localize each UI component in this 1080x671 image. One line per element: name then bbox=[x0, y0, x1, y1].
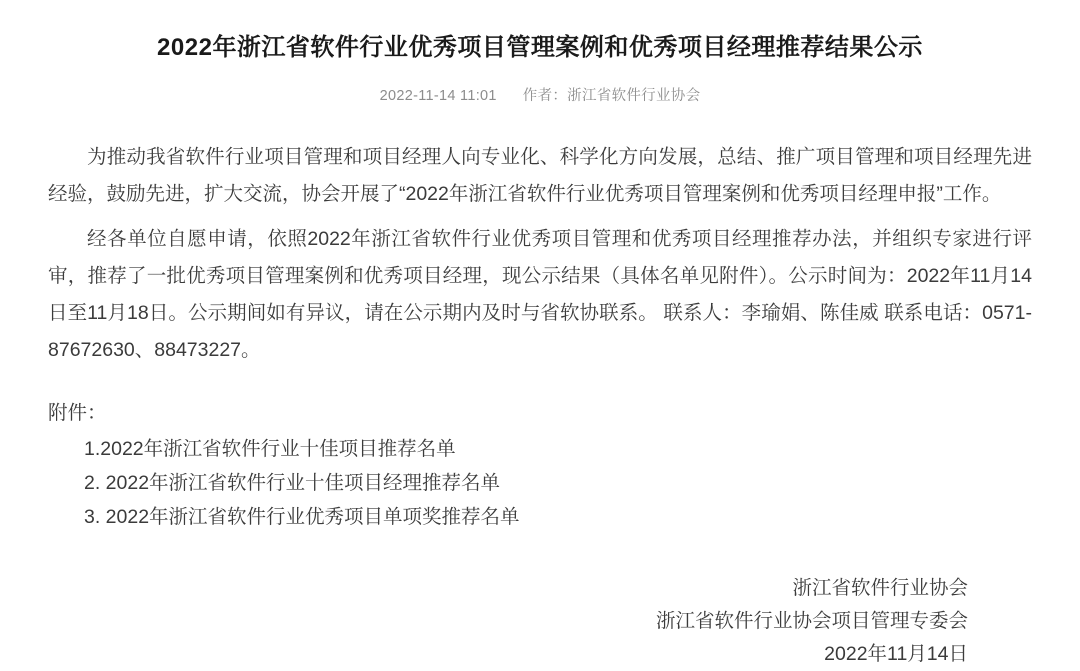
signature-org: 浙江省软件行业协会 bbox=[792, 577, 968, 599]
signature-block bbox=[34, 572, 1046, 671]
publish-date: 2022-11-14 11:01 bbox=[379, 88, 497, 104]
signature-committee: 浙江省软件行业协会项目管理专委会 bbox=[655, 610, 968, 632]
author-label: 作者： bbox=[522, 88, 568, 104]
page-title: 2022年浙江省软件行业优秀项目管理案例和优秀项目经理推荐结果公示 bbox=[157, 34, 923, 61]
article-meta bbox=[34, 84, 1046, 105]
attachments-heading: 附件： bbox=[48, 402, 107, 424]
author-name: 浙江省软件行业协会 bbox=[567, 88, 701, 104]
paragraph: 为推动我省软件行业项目管理和项目经理人向专业化、科学化方向发展，总结、推广项目管理和项目经理先进经验，鼓励先进，扩大交流，协会开展了“2022年浙江省软件行业优秀项目管理案例和优秀项目经理申报”工作。 bbox=[48, 146, 1032, 205]
attachments-list bbox=[34, 432, 1046, 534]
list-item[interactable]: 2. 2022年浙江省软件行业十佳项目经理推荐名单 bbox=[84, 472, 501, 494]
article-body bbox=[34, 139, 1046, 369]
list-item[interactable]: 3. 2022年浙江省软件行业优秀项目单项奖推荐名单 bbox=[84, 506, 520, 528]
list-item[interactable]: 1.2022年浙江省软件行业十佳项目推荐名单 bbox=[84, 438, 456, 460]
signature-date: 2022年11月14日 bbox=[824, 643, 968, 665]
paragraph: 经各单位自愿申请，依照2022年浙江省软件行业优秀项目管理和优秀项目经理推荐办法，并组织专家进行评审，推荐了一批优秀项目管理案例和优秀项目经理，现公示结果（具体名单见附件）。公示时间为：2022年11月14日至11月18日。公示期间如有异议，请在公示期内及时与省软协联系。 联系人：李瑜娟、陈佳威 联系电话：0571-87672630、88473227。 bbox=[48, 228, 1032, 361]
